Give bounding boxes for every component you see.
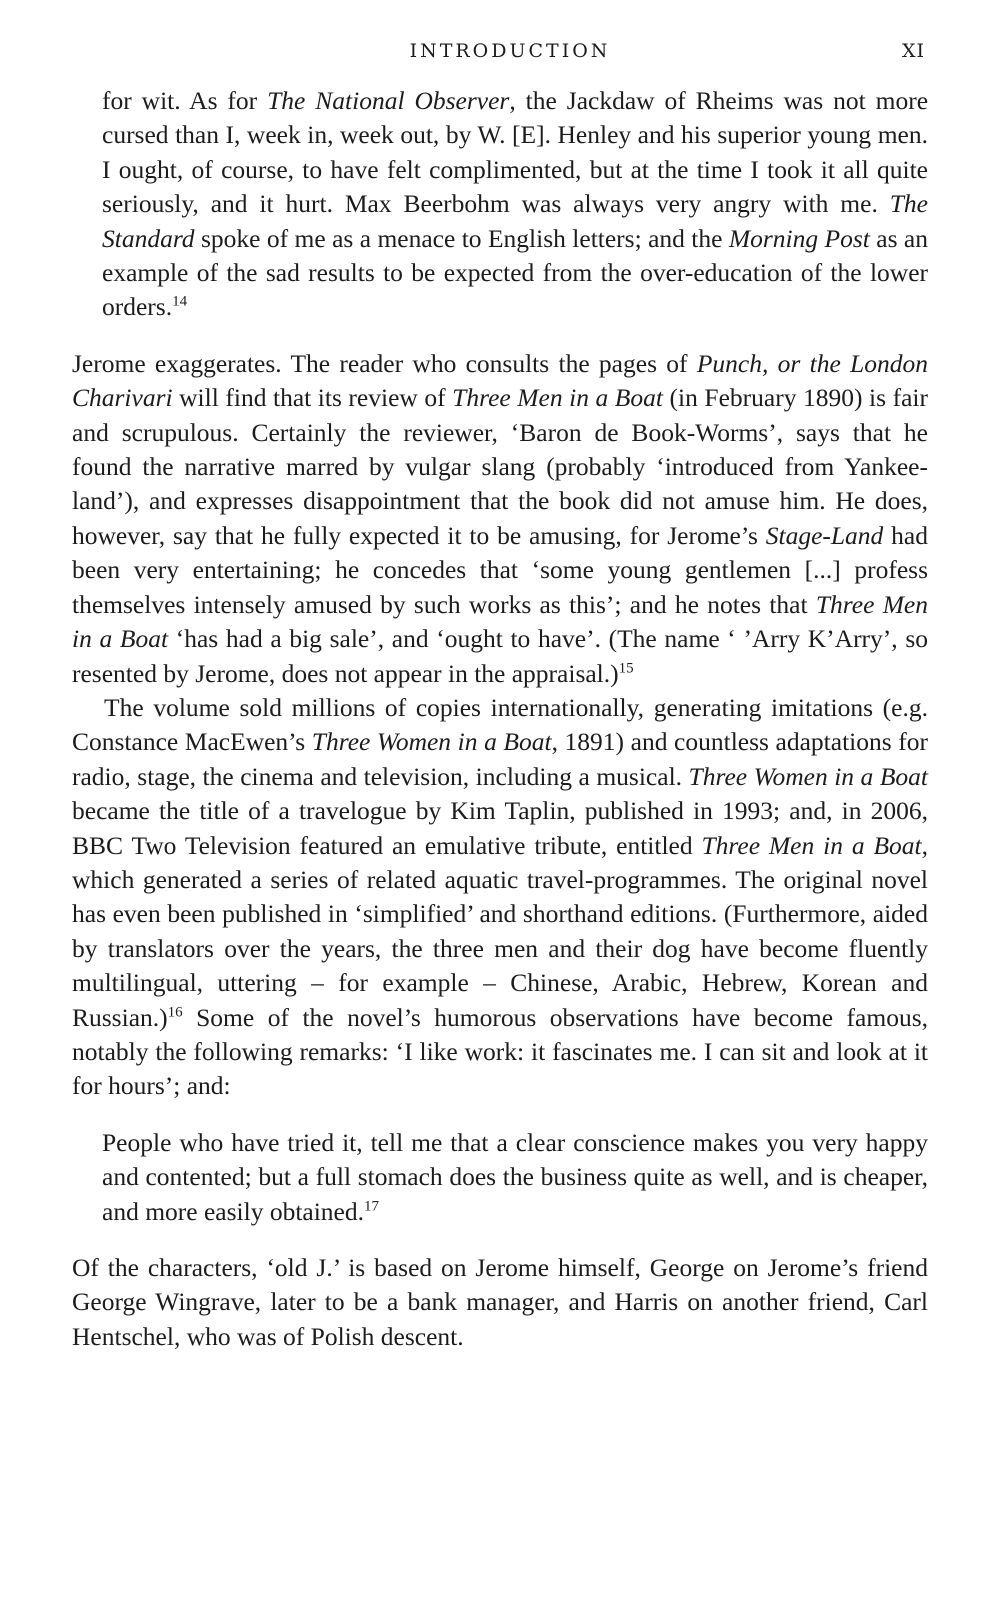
- footnote-ref-14: 14: [172, 293, 188, 310]
- footnote-ref-16: 16: [167, 1004, 183, 1021]
- block-quote-conscience: [102, 1126, 928, 1229]
- paragraph-volume-sold: The volume sold millions of copies internationally, generating imitations (e.g. Constance MacEwen’s Three Women in a Boat, 1891) and countless adaptations for radio, stage, the cinema and television, including a musical. Three Women in a Boat became the title of a travelogue by Kim Taplin, published in 1993; and, in 2006, BBC Two Television featured an emulative tribute, entitled Three Men in a Boat, which generated a series of related aquatic travel-programmes. The original novel has even been published in ‘simplified’ and shorthand editions. (Furthermore, aided by translators over the years, the three men and their dog have become fluently multilingual, uttering – for example – Chinese, Arabic, Hebrew, Korean and Russian.)$^{16}$ Some of the novel’s humorous observations have become famous, notably the following remarks: ‘I like work: it fascinates me. I can sit and look at it for hours’; and:: [72, 692, 928, 1101]
- paragraph-punch-review: Jerome exaggerates. The reader who consults the pages of Punch, or the London Charivari will find that its review of Three Men in a Boat (in February 1890) is fair and scrupulous. Certainly the reviewer, ‘Baron de Book-Worms’, says that he found the narrative marred by vulgar slang (probably ‘introduced from Yankee-land’), and expresses disappointment that the book did not amuse him. He does, however, say that he fully expected it to be amusing, for Jerome’s Stage-Land had been very entertaining; he concedes that ‘some young gentlemen [...] profess themselves intensely amused by such works as this’; and he notes that Three Men in a Boat ‘has had a big sale’, and ‘ought to have’. (The name ‘ ’Arry K’Arry’, so resented by Jerome, does not appear in the appraisal.)$^{15}$: [72, 348, 928, 688]
- footnote-ref-17: 17: [364, 1198, 379, 1215]
- footnote-ref-15: 15: [618, 660, 634, 676]
- quote-paragraph: People who have tried it, tell me that a clear conscience makes you very happy and contented; but a full stomach does the business quite as well, and is cheaper, and more easily obtained.$^{17}$: [102, 1127, 928, 1226]
- quote-paragraph: for wit. As for The National Observer, the Jackdaw of Rheims was not more cursed than I, week in, week out, by W. [E]. Henley and his superior young men. I ought, of course, to have felt complimented, but at the time I took it all quite seriously, and it hurt. Max Beerbohm was always very angry with me. The Standard spoke of me as a menace to English letters; and the Morning Post as an example of the sad results to be expected from the over-education of the lower orders.$^{14}$: [102, 86, 929, 322]
- page-header: [95, 40, 925, 70]
- body-text: [72, 84, 928, 1354]
- page-number: XI: [901, 40, 925, 62]
- block-quote-henley: [102, 84, 928, 325]
- paragraph-characters: Of the characters, ‘old J.’ is based on Jerome himself, George on Jerome’s friend George Wingrave, later to be a bank manager, and Harris on another friend, Carl Hentschel, who was of Polish descent.: [72, 1253, 928, 1351]
- running-head: INTRODUCTION: [409, 40, 611, 62]
